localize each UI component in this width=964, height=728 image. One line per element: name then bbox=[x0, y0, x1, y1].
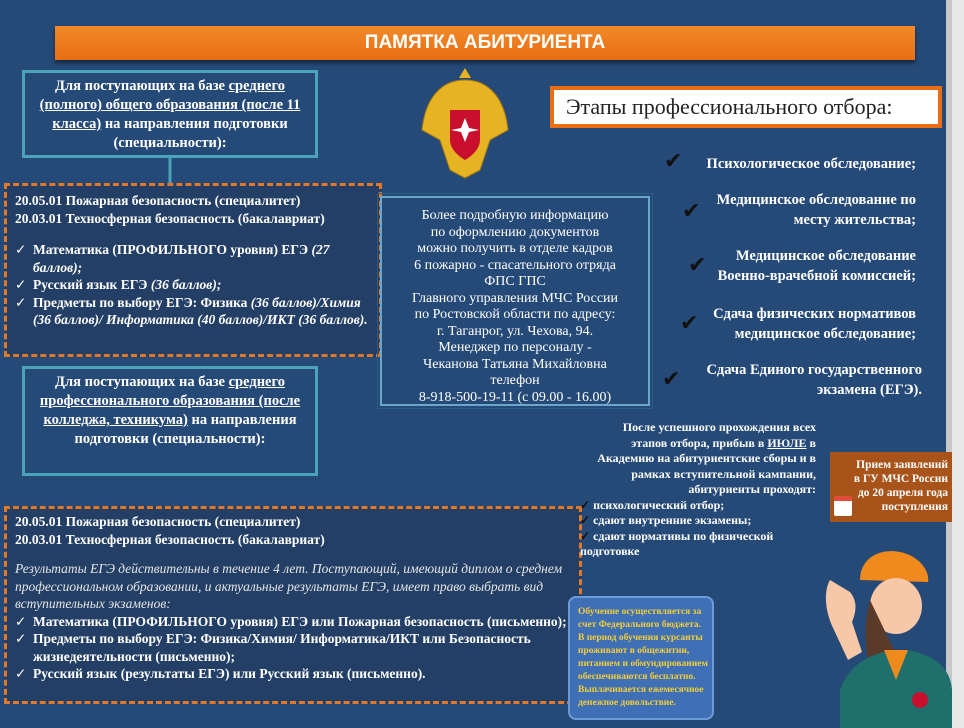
month-highlight: ИЮЛЕ bbox=[767, 435, 807, 450]
stage-text: Военно-врачебной комиссией; bbox=[717, 268, 916, 284]
stage-text: Сдача физических нормативов bbox=[713, 306, 916, 322]
after-selection-info bbox=[580, 420, 816, 560]
after-list bbox=[580, 498, 816, 560]
funding-scroll bbox=[568, 596, 714, 720]
text: в Академию на абитуриентские сборы и в рамках вступительной кампании, абитуриенты проходят: bbox=[597, 435, 816, 496]
info-line: можно получить в отделе кадров bbox=[417, 241, 613, 256]
stage-item bbox=[718, 246, 916, 286]
page-title: ПАМЯТКА АБИТУРИЕНТА bbox=[55, 26, 915, 60]
cadet-illustration-icon bbox=[800, 540, 952, 728]
calendar-icon bbox=[834, 496, 852, 516]
label-underlined: среднего (полного) общего образования (после 11 класса) bbox=[39, 78, 301, 132]
info-line: по оформлению документов bbox=[430, 224, 600, 240]
exam-item bbox=[15, 294, 371, 329]
info-line: по Ростовской области по адресу: bbox=[414, 307, 616, 322]
stage-item bbox=[707, 154, 916, 174]
info-line: ФПС ГПС bbox=[484, 274, 546, 289]
label: Для поступающих на базе bbox=[55, 374, 229, 390]
track-11-grade-header bbox=[22, 70, 318, 158]
after-item: ✓ сдают внутренние экзамены; bbox=[580, 513, 816, 529]
info-line: Главного управления МЧС России bbox=[411, 290, 619, 306]
label-underlined: среднего профессионального образования (после колледжа, техникума) bbox=[39, 374, 301, 428]
exam-item bbox=[15, 276, 371, 294]
stage-text: месту жительства; bbox=[793, 212, 916, 228]
info-line: 6 пожарно - спасательного отряда bbox=[414, 257, 616, 273]
exam-item bbox=[15, 241, 371, 276]
label: на направления подготовки (специальности): bbox=[101, 116, 288, 151]
check-icon: ✔ bbox=[682, 198, 701, 223]
exam-list bbox=[15, 613, 571, 683]
check-icon: ✔ bbox=[662, 366, 681, 391]
text: После успешного прохождения всех этапов отбора, прибыв в bbox=[622, 420, 816, 450]
stage-item bbox=[717, 190, 916, 230]
track-college-header bbox=[22, 366, 318, 476]
exam-list bbox=[15, 241, 371, 329]
ege-note: Результаты ЕГЭ действительны в течение 4 лет. Поступающий, имеющий диплом о среднем профессиональном образовании, и актуальные результаты ЕГЭ, имеет право выбрать вид вступительных экзаменов: bbox=[15, 561, 563, 611]
stage-item bbox=[706, 360, 922, 400]
specialty: 20.03.01 Техносферная безопасность (бакалавриат) bbox=[15, 210, 325, 226]
exam-name: Русский язык ЕГЭ bbox=[33, 277, 151, 292]
check-icon: ✔ bbox=[680, 310, 699, 335]
stage-text: Медицинское обследование по bbox=[716, 192, 916, 208]
check-icon: ✔ bbox=[664, 148, 683, 173]
track-11-grade-details bbox=[4, 183, 382, 357]
stage-text: медицинское обследование; bbox=[734, 326, 916, 342]
exam-score: (36 баллов); bbox=[150, 277, 222, 292]
arrow-down-icon bbox=[160, 158, 180, 184]
contact-info-box bbox=[380, 196, 650, 406]
stage-text: Сдача Единого государственного bbox=[706, 362, 922, 378]
check-icon: ✔ bbox=[688, 252, 707, 277]
exam-score: (27 баллов); bbox=[33, 242, 330, 275]
specialty: 20.03.01 Техносферная безопасность (бакалавриат) bbox=[15, 531, 325, 547]
label: Для поступающих на базе bbox=[55, 78, 229, 94]
exam-item: ✓ Математика (ПРОФИЛЬНОГО уровня) ЕГЭ или Пожарная безопасность (письменно); bbox=[15, 613, 571, 631]
funding-text: Обучение осуществляется за счет Федерального бюджета. В период обучения курсанты проживают в общежитии, питанием и обмундированием обеспечиваются бесплатно. Выплачивается ежемесячное денежное довольствие. bbox=[578, 607, 708, 708]
phone-number: 8-918-500-19-11 (с 09.00 - 16.00) bbox=[418, 389, 612, 405]
deadline-text: Прием заявлений в ГУ МЧС России до 20 апреля года поступления bbox=[853, 459, 948, 513]
info-line: телефон bbox=[490, 373, 540, 388]
info-line: Менеджер по персоналу - bbox=[438, 340, 592, 355]
stage-text: Психологическое обследование; bbox=[706, 156, 916, 172]
exam-item: ✓ Предметы по выбору ЕГЭ: Физика/Химия/ Информатика/ИКТ или Безопасность жизнедеятельности (письменно); bbox=[15, 630, 571, 665]
info-line: г. Таганрог, ул. Чехова, 94. bbox=[436, 323, 594, 339]
after-item: ✓ сдают нормативы по физической подготовке bbox=[580, 529, 816, 560]
info-line: Чеканова Татьяна Михайловна bbox=[423, 356, 607, 372]
exam-name: Математика (ПРОФИЛЬНОГО уровня) ЕГЭ bbox=[33, 242, 312, 257]
stage-text: Медицинское обследование bbox=[735, 248, 916, 264]
stage-item bbox=[713, 304, 916, 344]
track-college-details bbox=[4, 506, 582, 704]
emercom-emblem-icon bbox=[420, 60, 510, 180]
exam-name: Предметы по выбору ЕГЭ: Физика bbox=[33, 294, 251, 310]
stages-title: Этапы профессионального отбора: bbox=[550, 86, 942, 128]
stage-text: экзамена (ЕГЭ). bbox=[816, 382, 922, 398]
info-line: Более подробную информацию bbox=[421, 208, 609, 223]
specialty: 20.05.01 Пожарная безопасность (специалитет) bbox=[15, 193, 301, 208]
exam-item: ✓ Русский язык (результаты ЕГЭ) или Русский язык (письменно). bbox=[15, 665, 571, 683]
after-item: ✓ психологический отбор; bbox=[580, 498, 816, 514]
exam-score: (36 баллов)/Химия (36 баллов)/ Информатика (40 баллов)/ИКТ (36 баллов). bbox=[33, 294, 368, 327]
specialty: 20.05.01 Пожарная безопасность (специалитет) bbox=[15, 514, 301, 529]
label: на направления подготовки (специальности): bbox=[74, 412, 297, 447]
